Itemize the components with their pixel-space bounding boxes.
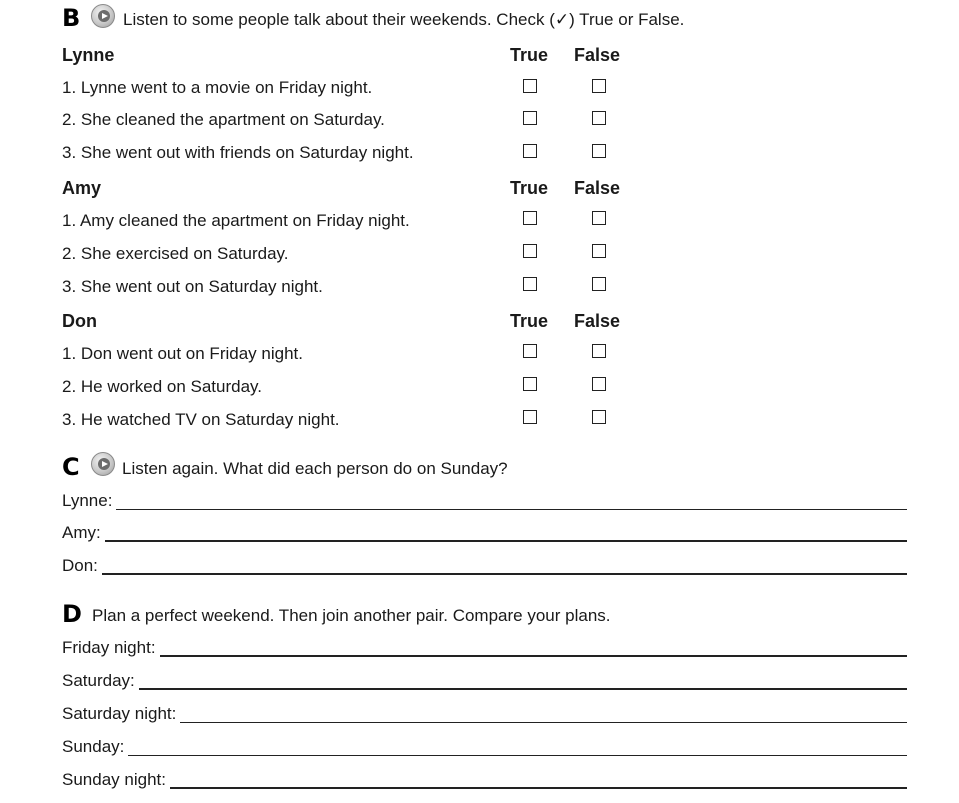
false-checkbox-don-1[interactable] xyxy=(592,344,606,358)
true-checkbox-amy-2[interactable] xyxy=(523,244,537,258)
true-header-don: True xyxy=(510,311,549,331)
section-c-instruction: Listen again. What did each person do on Sunday? xyxy=(122,459,508,478)
group-name-lynne: Lynne xyxy=(62,45,115,65)
answer-label-lynne: Lynne: xyxy=(62,491,113,510)
statement-don-3: 3. He watched TV on Saturday night. xyxy=(62,410,340,429)
false-checkbox-don-3[interactable] xyxy=(592,410,606,424)
statement-amy-3: 3. She went out on Saturday night. xyxy=(62,277,323,296)
statement-don-2: 2. He worked on Saturday. xyxy=(62,377,263,396)
answer-underline-lynne[interactable] xyxy=(116,509,907,510)
plan-underline-saturday-night[interactable] xyxy=(180,722,907,723)
section-c-letter: C xyxy=(62,453,80,481)
false-checkbox-lynne-1[interactable] xyxy=(592,79,606,93)
plan-label-sunday: Sunday: xyxy=(62,737,125,756)
plan-underline-sunday-night[interactable] xyxy=(170,787,907,789)
false-checkbox-lynne-2[interactable] xyxy=(592,111,606,125)
answer-line-don[interactable] xyxy=(62,554,907,576)
statement-lynne-1: 1. Lynne went to a movie on Friday night. xyxy=(62,78,373,97)
true-checkbox-amy-1[interactable] xyxy=(523,211,537,225)
answer-label-amy: Amy: xyxy=(62,523,101,542)
plan-line-friday-night[interactable] xyxy=(62,636,907,658)
statement-lynne-3: 3. She went out with friends on Saturday night. xyxy=(62,143,414,162)
statement-amy-1: 1. Amy cleaned the apartment on Friday night. xyxy=(62,211,410,230)
group-name-amy: Amy xyxy=(62,178,102,198)
true-checkbox-don-3[interactable] xyxy=(523,410,537,424)
false-checkbox-amy-3[interactable] xyxy=(592,277,606,291)
instruction-b-post: ) True or False. xyxy=(569,10,685,29)
group-name-don: Don xyxy=(62,311,97,331)
audio-play-icon-b[interactable] xyxy=(91,4,115,28)
false-checkbox-amy-1[interactable] xyxy=(592,211,606,225)
section-b-letter: B xyxy=(62,4,81,32)
true-checkbox-don-1[interactable] xyxy=(523,344,537,358)
answer-underline-amy[interactable] xyxy=(105,540,907,542)
true-checkbox-lynne-3[interactable] xyxy=(523,144,537,158)
plan-line-saturday[interactable] xyxy=(62,669,907,691)
plan-underline-friday-night[interactable] xyxy=(160,655,907,657)
statement-lynne-2: 2. She cleaned the apartment on Saturday. xyxy=(62,110,385,129)
plan-label-saturday-night: Saturday night: xyxy=(62,704,177,723)
plan-label-friday-night: Friday night: xyxy=(62,638,156,657)
answer-line-amy[interactable] xyxy=(62,521,907,543)
plan-line-sunday-night[interactable] xyxy=(62,768,907,790)
true-checkbox-amy-3[interactable] xyxy=(523,277,537,291)
false-header-lynne: False xyxy=(574,45,621,65)
answer-line-lynne[interactable] xyxy=(62,489,907,511)
true-checkbox-lynne-2[interactable] xyxy=(523,111,537,125)
section-b-instruction xyxy=(123,10,684,30)
plan-underline-sunday[interactable] xyxy=(128,755,907,756)
statement-don-1: 1. Don went out on Friday night. xyxy=(62,344,303,363)
true-header-amy: True xyxy=(510,178,549,198)
false-checkbox-amy-2[interactable] xyxy=(592,244,606,258)
true-checkbox-lynne-1[interactable] xyxy=(523,79,537,93)
plan-line-saturday-night[interactable] xyxy=(62,702,907,724)
check-mark-icon: ✓ xyxy=(554,10,570,30)
plan-underline-saturday[interactable] xyxy=(139,688,907,690)
answer-underline-don[interactable] xyxy=(102,573,907,575)
instruction-b-pre: Listen to some people talk about their weekends. Check ( xyxy=(123,10,555,29)
plan-label-sunday-night: Sunday night: xyxy=(62,770,166,789)
audio-play-icon-c[interactable] xyxy=(91,452,115,476)
true-checkbox-don-2[interactable] xyxy=(523,377,537,391)
false-header-don: False xyxy=(574,311,621,331)
section-d-letter: D xyxy=(62,600,82,628)
false-checkbox-don-2[interactable] xyxy=(592,377,606,391)
answer-label-don: Don: xyxy=(62,556,98,575)
false-header-amy: False xyxy=(574,178,621,198)
section-d-instruction: Plan a perfect weekend. Then join another pair. Compare your plans. xyxy=(92,606,611,625)
statement-amy-2: 2. She exercised on Saturday. xyxy=(62,244,289,263)
plan-line-sunday[interactable] xyxy=(62,735,907,757)
plan-label-saturday: Saturday: xyxy=(62,671,135,690)
true-header-lynne: True xyxy=(510,45,549,65)
false-checkbox-lynne-3[interactable] xyxy=(592,144,606,158)
